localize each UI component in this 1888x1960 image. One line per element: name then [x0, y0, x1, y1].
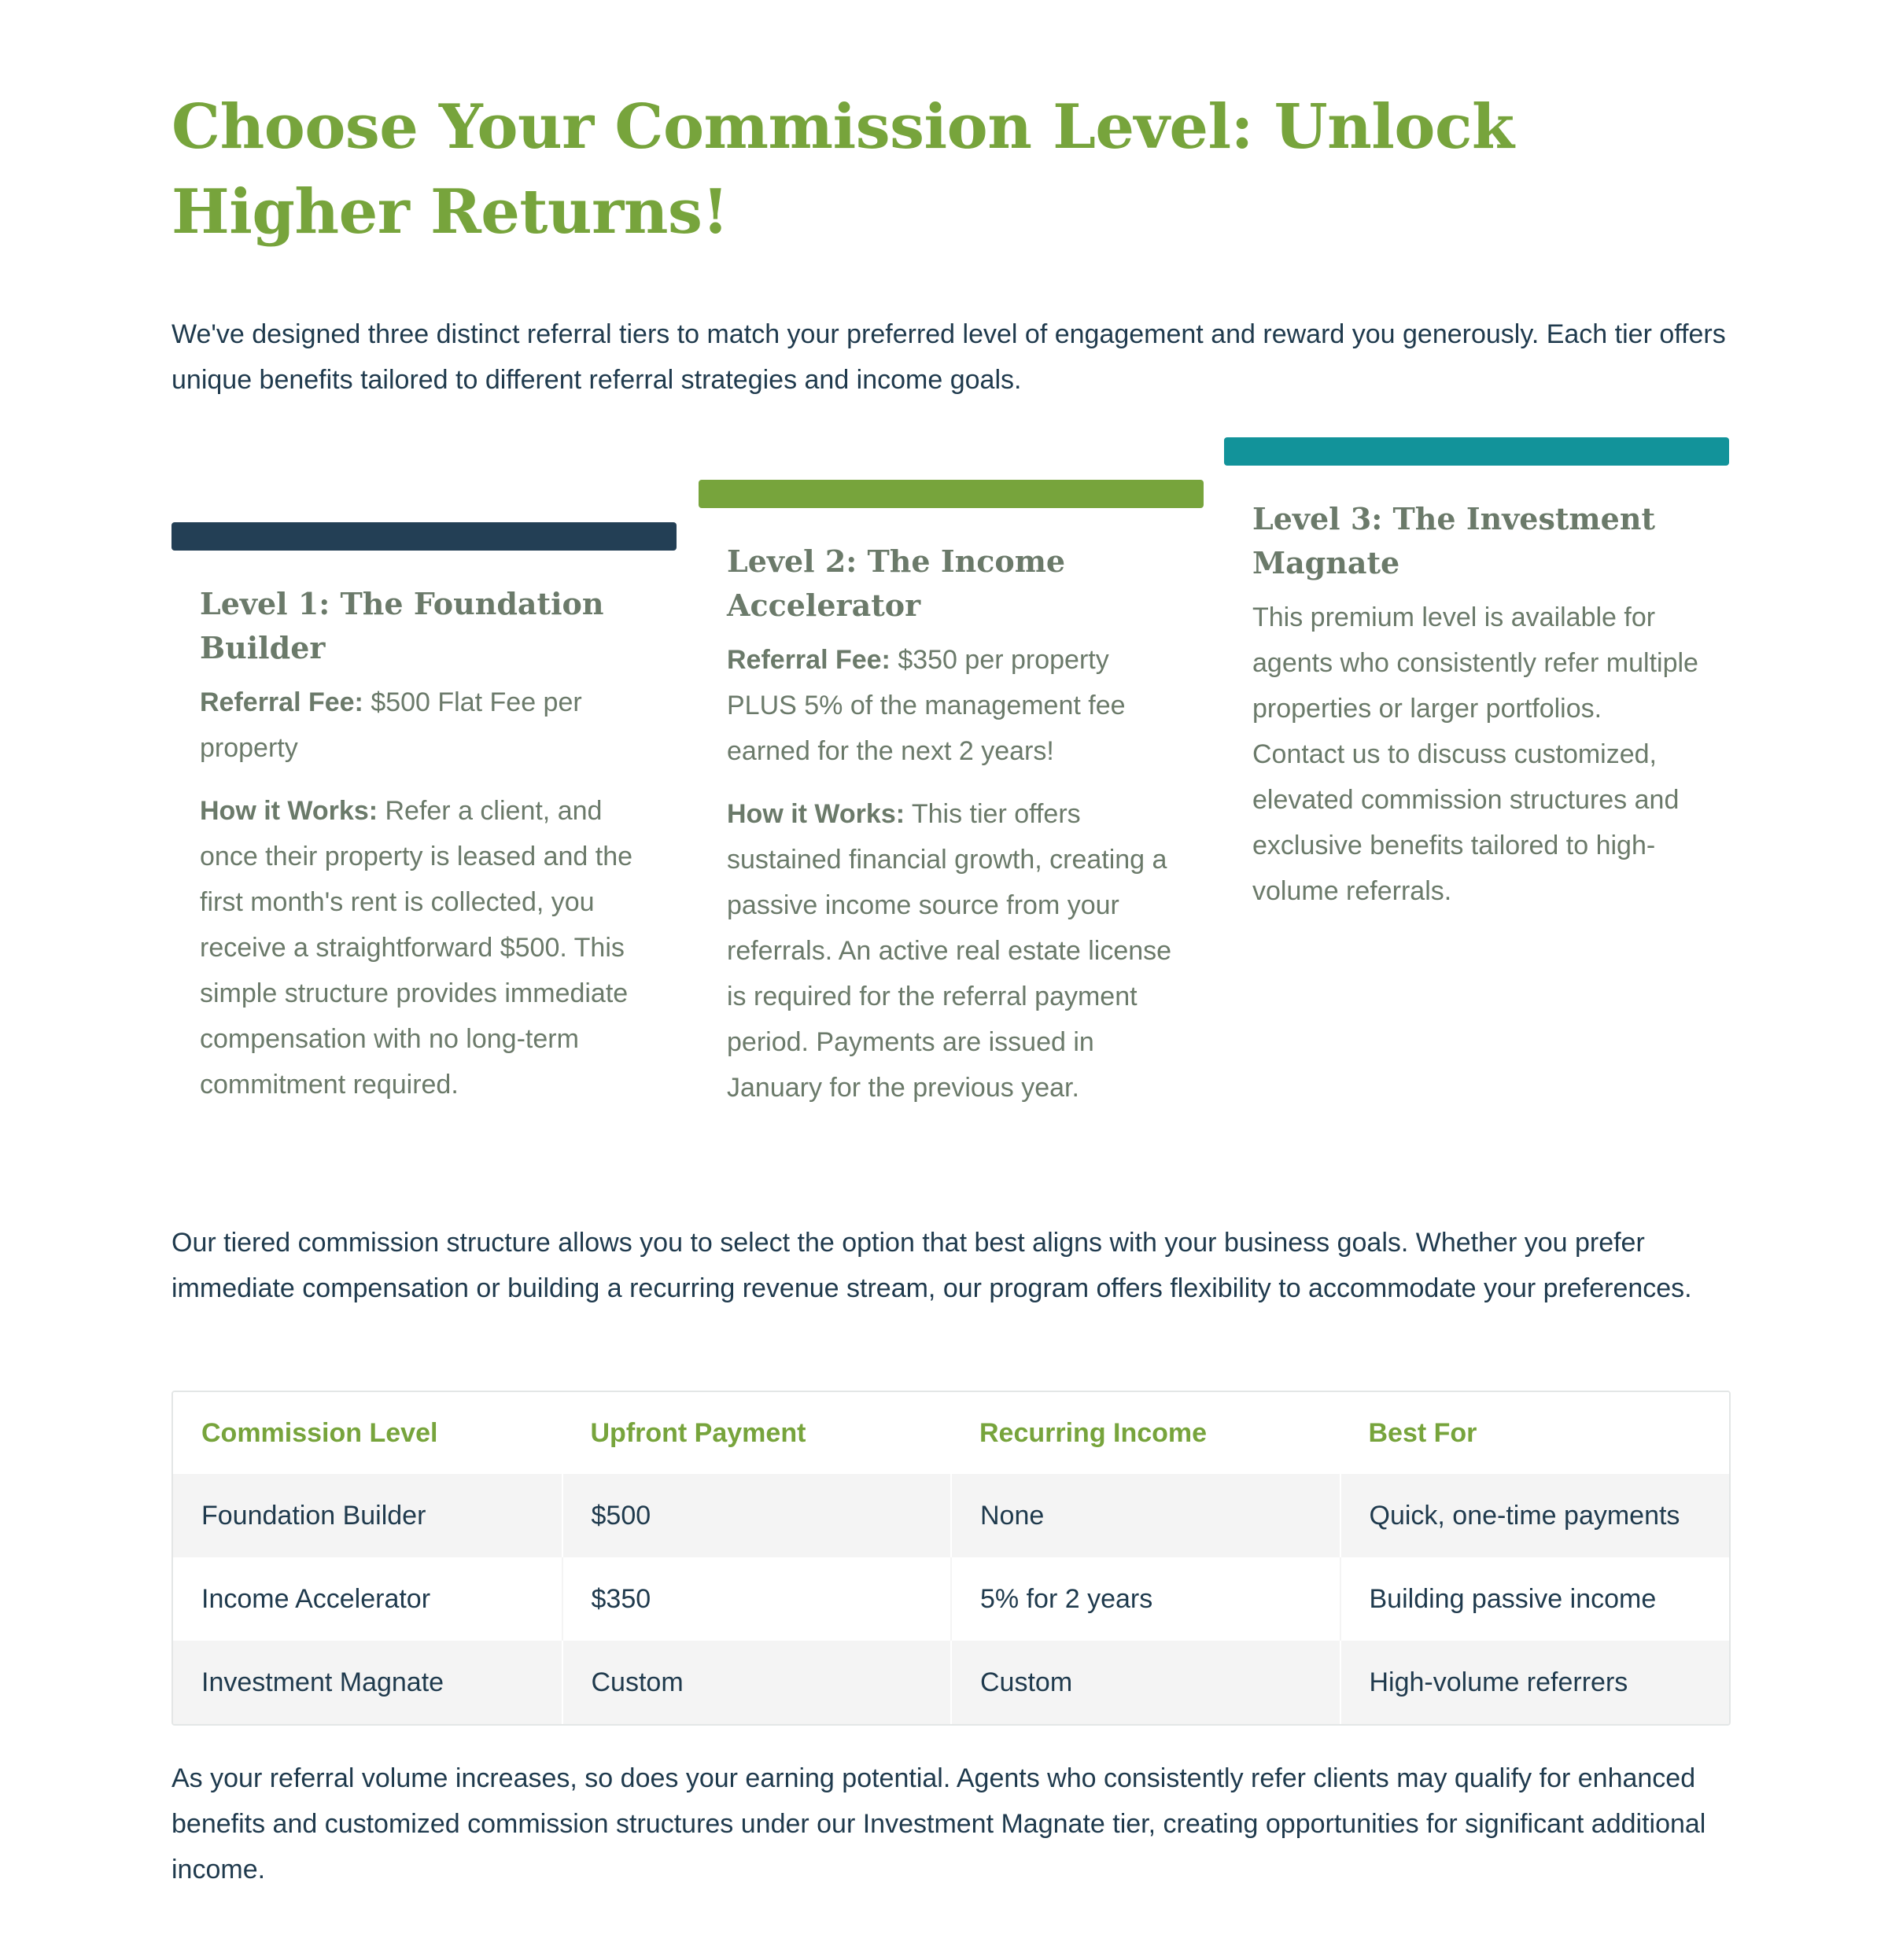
- tier-card-income-accelerator: [699, 480, 1204, 1128]
- fee-label: Referral Fee:: [727, 645, 891, 675]
- comparison-table-container: [171, 1391, 1731, 1726]
- table-row: [173, 1474, 1729, 1557]
- table-row: [173, 1641, 1729, 1724]
- table-row: [173, 1557, 1729, 1641]
- tier-card-investment-magnate: [1224, 437, 1729, 931]
- table-cell: Building passive income: [1340, 1557, 1730, 1641]
- fee-text: $500 Flat Fee per property: [200, 687, 582, 763]
- tier-heading: Level 1: The Foundation Builder: [200, 586, 604, 665]
- how-label: How it Works:: [727, 799, 905, 829]
- column-header: Commission Level: [173, 1392, 562, 1474]
- tier-how-it-works: [200, 788, 648, 1107]
- tier-heading: Level 2: The Income Accelerator: [727, 543, 1066, 623]
- table-cell: $350: [562, 1557, 952, 1641]
- table-cell: Custom: [951, 1641, 1340, 1724]
- how-label: How it Works:: [200, 796, 378, 826]
- fee-label: Referral Fee:: [200, 687, 363, 717]
- tier-color-bar: [699, 480, 1204, 508]
- table-cell: None: [951, 1474, 1340, 1557]
- tier-fee: [727, 637, 1175, 774]
- tier-heading: Level 3: The Investment Magnate: [1252, 501, 1655, 580]
- table-cell: Investment Magnate: [173, 1641, 562, 1724]
- tier-color-bar: [1224, 437, 1729, 466]
- tier-how-it-works: [727, 791, 1175, 1111]
- closing-paragraph: As your referral volume increases, so does your earning potential. Agents who consistently refer clients may qualify for enhanced benefits and customized commission structures under our Investment Magnate tier, creating opportunities for significant additional income.: [171, 1763, 1706, 1884]
- table-cell: Custom: [562, 1641, 952, 1724]
- column-header: Upfront Payment: [562, 1392, 952, 1474]
- column-header: Best For: [1340, 1392, 1730, 1474]
- tier-card-foundation-builder: [171, 522, 677, 1125]
- tier-description: This premium level is available for agents who consistently refer multiple properties or larger portfolios. Contact us to discuss customized, elevated commission structures and exclusive benefits tailored to high-volume referrals.: [1252, 602, 1698, 906]
- fee-text: $350 per property PLUS 5% of the management fee earned for the next 2 years!: [727, 645, 1126, 766]
- table-cell: 5% for 2 years: [951, 1557, 1340, 1641]
- table-header-row: [173, 1392, 1729, 1474]
- page-title: Choose Your Commission Level: Unlock Higher Returns!: [171, 91, 1514, 248]
- table-cell: Income Accelerator: [173, 1557, 562, 1641]
- table-cell: Quick, one-time payments: [1340, 1474, 1730, 1557]
- intro-paragraph: We've designed three distinct referral tiers to match your preferred level of engagement and reward you generously. Each tier offers unique benefits tailored to different referral strategies and income goals.: [171, 319, 1726, 395]
- structure-paragraph: Our tiered commission structure allows you to select the option that best aligns with your business goals. Whether you prefer immediate compensation or building a recurring revenue stream, our program offers flexibility to accommodate your preferences.: [171, 1228, 1692, 1303]
- tier-color-bar: [171, 522, 677, 551]
- how-text: This tier offers sustained financial growth, creating a passive income source from your referrals. An active real estate license is required for the referral payment period. Payments are issued in January for the previous year.: [727, 799, 1172, 1103]
- table-cell: High-volume referrers: [1340, 1641, 1730, 1724]
- column-header: Recurring Income: [951, 1392, 1340, 1474]
- tier-fee: [200, 680, 648, 771]
- commission-comparison-table: [173, 1392, 1729, 1724]
- table-cell: $500: [562, 1474, 952, 1557]
- table-cell: Foundation Builder: [173, 1474, 562, 1557]
- how-text: Refer a client, and once their property is leased and the first month's rent is collected, you receive a straightforward $500. This simple structure provides immediate compensation with no long-term commitment required.: [200, 796, 633, 1100]
